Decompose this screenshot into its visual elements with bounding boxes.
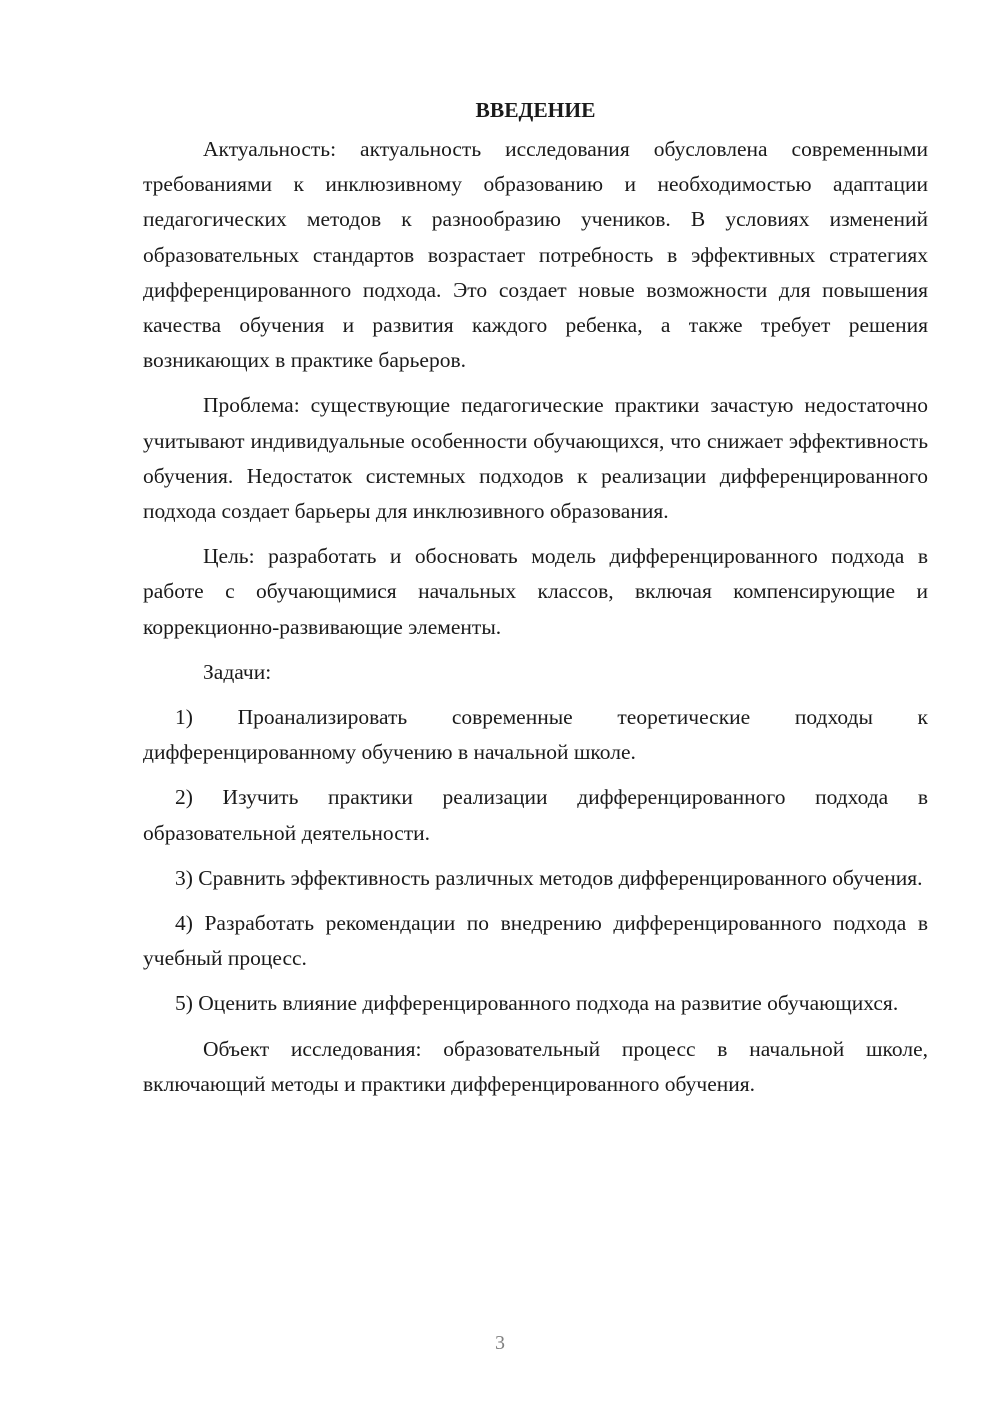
task-item-1: 1) Проанализировать современные теоретические подходы к дифференцированному обучению в начальной школе.	[143, 705, 928, 765]
document-page	[143, 95, 928, 1102]
tasks-heading: Задачи:	[203, 659, 272, 684]
problem-paragraph: Проблема: существующие педагогические практики зачастую недостаточно учитывают индивидуальные особенности обучающихся, что снижает эффективность обучения. Недостаток системных подходов к реализации дифференцированного подхода создает барьеры для инклюзивного образования.	[143, 393, 928, 524]
section-title: ВВЕДЕНИЕ	[475, 98, 596, 122]
page-number: 3	[495, 1332, 505, 1354]
task-item-5: 5) Оценить влияние дифференцированного подхода на развитие обучающихся.	[175, 991, 899, 1016]
task-item-2: 2) Изучить практики реализации дифференцированного подхода в образовательной деятельности.	[143, 785, 928, 845]
task-item-4: 4) Разработать рекомендации по внедрению дифференцированного подхода в учебный процесс.	[143, 911, 928, 971]
goal-paragraph: Цель: разработать и обосновать модель дифференцированного подхода в работе с обучающимися начальных классов, включая компенсирующие и коррекционно-развивающие элементы.	[143, 544, 928, 639]
object-paragraph: Объект исследования: образовательный процесс в начальной школе, включающий методы и практики дифференцированного обучения.	[143, 1036, 928, 1096]
task-item-3: 3) Сравнить эффективность различных методов дифференцированного обучения.	[175, 865, 923, 890]
relevance-paragraph: Актуальность: актуальность исследования обусловлена современными требованиями к инклюзивному образованию и необходимостью адаптации педагогических методов к разнообразию учеников. В условиях изменений образовательных стандартов возрастает потребность в эффективных стратегиях дифференцированного подхода. Это создает новые возможности для повышения качества обучения и развития каждого ребенка, а также требует решения возникающих в практике барьеров.	[143, 137, 928, 373]
